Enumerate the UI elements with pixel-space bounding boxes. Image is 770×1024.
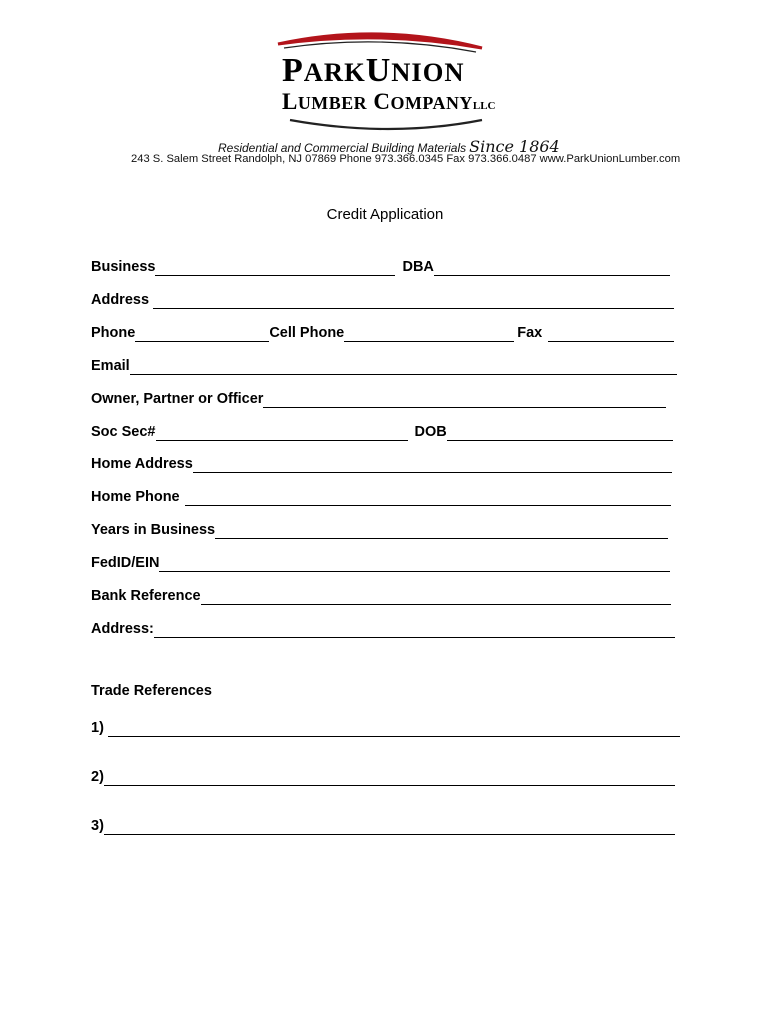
trade-reference-row-2 bbox=[91, 766, 675, 786]
soc-sec-label: Soc Sec# bbox=[91, 424, 156, 440]
home-address-field[interactable] bbox=[193, 456, 672, 473]
home-phone-label: Home Phone bbox=[91, 489, 180, 505]
contact-info: 243 S. Salem Street Randolph, NJ 07869 Phone 973.366.0345 Fax 973.366.0487 www.ParkUnionLumber.com bbox=[131, 153, 681, 165]
cell-phone-field[interactable] bbox=[344, 325, 514, 342]
page-title: Credit Application bbox=[326, 206, 444, 223]
fax-label: Fax bbox=[517, 325, 543, 341]
phone-label: Phone bbox=[91, 325, 136, 341]
dob-field[interactable] bbox=[447, 424, 673, 441]
bank-address-row bbox=[91, 618, 675, 638]
since-year: Since 1864 bbox=[469, 137, 560, 156]
trade-reference-field-3[interactable] bbox=[104, 818, 675, 835]
logo-company-name-line2: LUMBER COMPANYLLC bbox=[282, 89, 496, 114]
home-phone-field[interactable] bbox=[185, 489, 671, 506]
logo-company-name-line1: PARKUNION bbox=[282, 52, 465, 89]
dba-field[interactable] bbox=[434, 259, 670, 276]
years-in-business-field[interactable] bbox=[215, 522, 668, 539]
trade-reference-number: 1) bbox=[91, 720, 104, 736]
trade-references-title: Trade References bbox=[91, 683, 212, 699]
trade-reference-field-1[interactable] bbox=[108, 720, 680, 737]
logo-bottom-swoosh bbox=[290, 120, 482, 129]
email-label: Email bbox=[91, 358, 130, 374]
years-in-business-row bbox=[91, 519, 668, 539]
company-tagline: Residential and Commercial Building Materials Since 1864 bbox=[218, 137, 560, 156]
cell-phone-label: Cell Phone bbox=[269, 325, 345, 341]
bank-reference-row bbox=[91, 585, 671, 605]
bank-reference-label: Bank Reference bbox=[91, 588, 201, 604]
fedid-field[interactable] bbox=[159, 555, 670, 572]
bank-reference-field[interactable] bbox=[201, 588, 671, 605]
bank-address-field[interactable] bbox=[154, 621, 675, 638]
business-label: Business bbox=[91, 259, 156, 275]
home-address-row bbox=[91, 453, 672, 473]
business-row bbox=[91, 256, 670, 276]
trade-reference-number: 3) bbox=[91, 818, 104, 834]
phone-row bbox=[91, 322, 674, 342]
soc-sec-field[interactable] bbox=[156, 424, 408, 441]
dba-label: DBA bbox=[402, 259, 434, 275]
fax-field[interactable] bbox=[548, 325, 674, 342]
address-row bbox=[91, 289, 674, 309]
logo-top-swoosh bbox=[278, 34, 482, 48]
trade-reference-number: 2) bbox=[91, 769, 104, 785]
home-address-label: Home Address bbox=[91, 456, 193, 472]
address-field[interactable] bbox=[153, 292, 674, 309]
business-field[interactable] bbox=[155, 259, 395, 276]
owner-row bbox=[91, 388, 666, 408]
trade-reference-row-1 bbox=[91, 717, 680, 737]
company-logo bbox=[270, 28, 500, 136]
years-in-business-label: Years in Business bbox=[91, 522, 216, 538]
trade-reference-row-3 bbox=[91, 815, 675, 835]
home-phone-row bbox=[91, 486, 671, 506]
trade-reference-field-2[interactable] bbox=[104, 769, 675, 786]
fedid-label: FedID/EIN bbox=[91, 555, 160, 571]
address-label: Address bbox=[91, 292, 150, 308]
dob-label: DOB bbox=[414, 424, 447, 440]
bank-address-label: Address: bbox=[91, 621, 154, 637]
fedid-row bbox=[91, 552, 670, 572]
owner-field[interactable] bbox=[263, 391, 666, 408]
email-row bbox=[91, 355, 677, 375]
email-field[interactable] bbox=[130, 358, 677, 375]
owner-label: Owner, Partner or Officer bbox=[91, 391, 264, 407]
soc-sec-row bbox=[91, 421, 673, 441]
phone-field[interactable] bbox=[135, 325, 269, 342]
